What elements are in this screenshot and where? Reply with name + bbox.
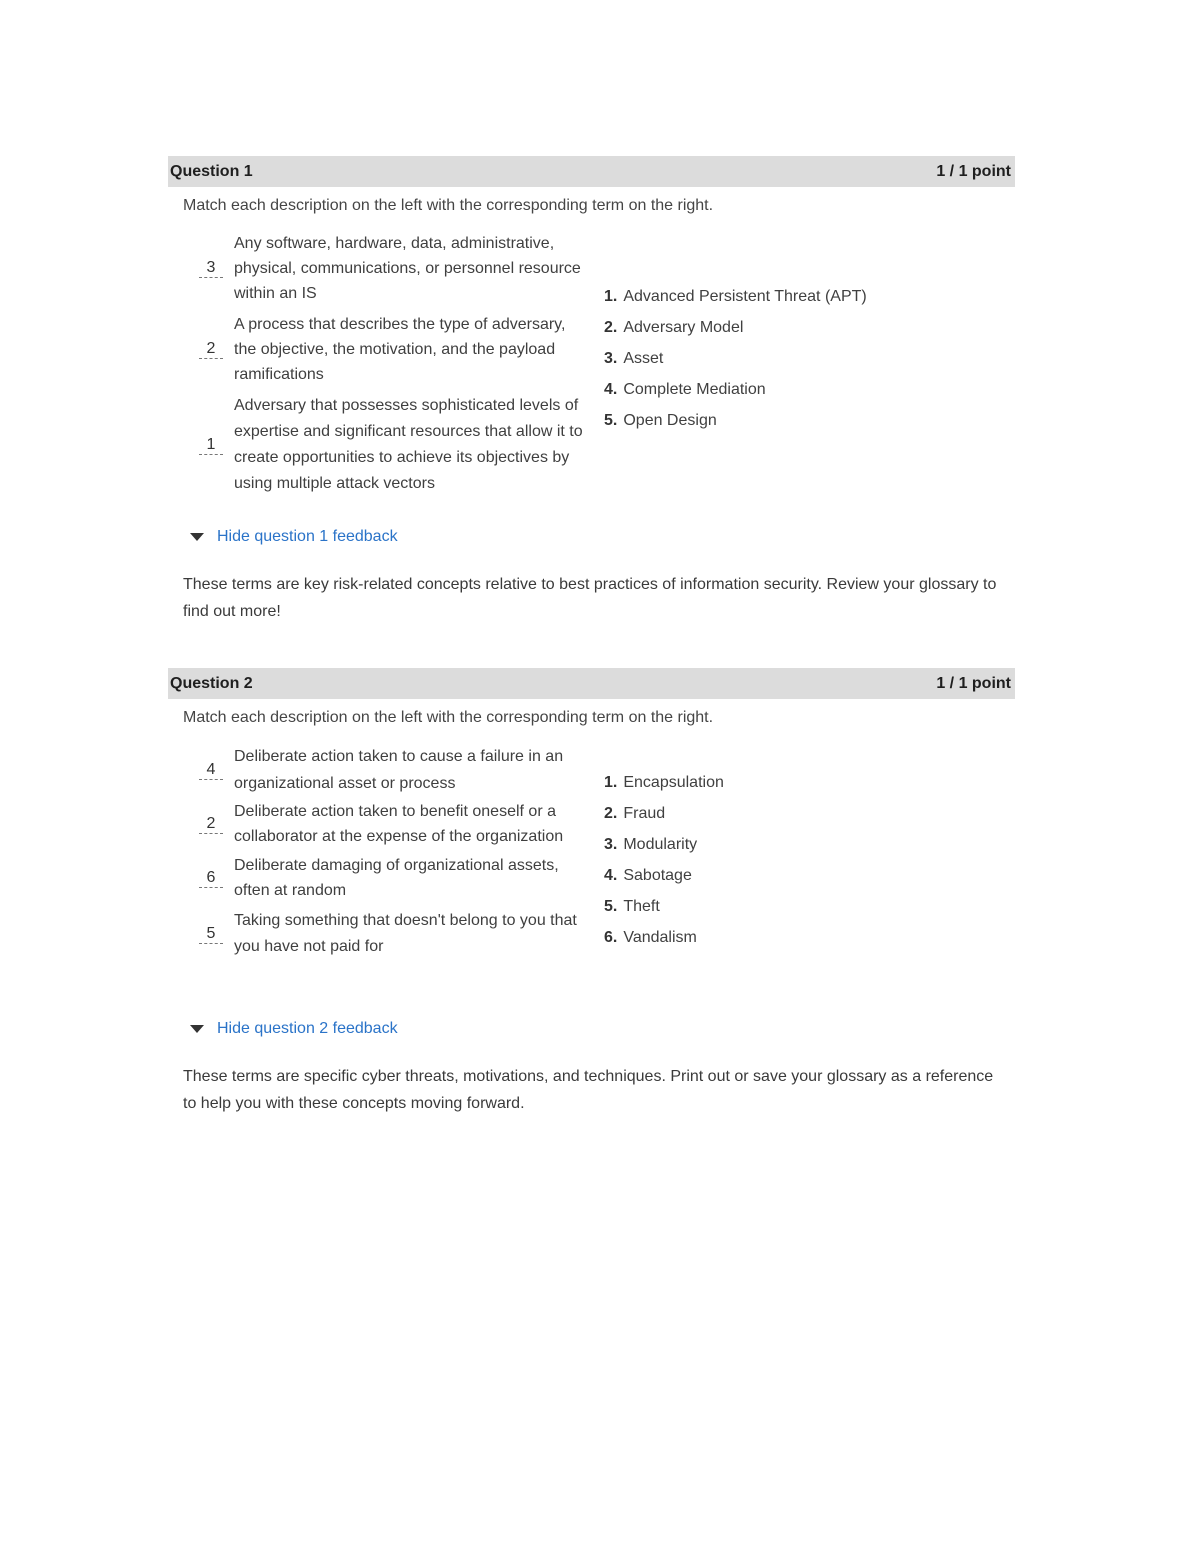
question-title: Question 1 bbox=[170, 162, 253, 180]
answer-blank[interactable]: 3 bbox=[188, 259, 234, 278]
term-item: 6. Vandalism bbox=[604, 929, 697, 946]
term-item: 4. Complete Mediation bbox=[604, 381, 766, 398]
match-description: Deliberate damaging of organizational assets, often at random bbox=[234, 857, 559, 899]
description-list bbox=[188, 743, 588, 960]
match-pair bbox=[188, 312, 588, 387]
match-description: Deliberate action taken to benefit oneself or a collaborator at the expense of the organization bbox=[234, 803, 564, 845]
term-list bbox=[604, 281, 867, 436]
caret-down-icon bbox=[190, 1025, 204, 1033]
match-description: Any software, hardware, data, administrative, physical, communications, or personnel resource within an IS bbox=[234, 235, 581, 302]
feedback-toggle-label: Hide question 1 feedback bbox=[217, 528, 398, 545]
feedback-toggle[interactable] bbox=[190, 528, 398, 546]
term-item: 3. Asset bbox=[604, 350, 664, 367]
feedback-toggle-label: Hide question 2 feedback bbox=[217, 1020, 398, 1037]
question-prompt: Match each description on the left with the corresponding term on the right. bbox=[183, 197, 714, 214]
question-prompt: Match each description on the left with the corresponding term on the right. bbox=[183, 709, 714, 726]
match-pair bbox=[188, 853, 592, 903]
question-1 bbox=[168, 156, 1015, 620]
term-item: 1. Encapsulation bbox=[604, 774, 724, 791]
term-item: 4. Sabotage bbox=[604, 867, 692, 884]
match-description: Adversary that possesses sophisticated levels of expertise and significant resources that allow it to create opportunities to achieve its objectives by using multiple attack vectors bbox=[234, 397, 583, 492]
feedback-toggle[interactable] bbox=[190, 1020, 398, 1038]
term-item: 5. Open Design bbox=[604, 412, 717, 429]
term-item: 2. Adversary Model bbox=[604, 319, 744, 336]
match-pair bbox=[188, 908, 588, 960]
answer-blank[interactable]: 6 bbox=[188, 869, 234, 888]
answer-blank[interactable]: 2 bbox=[188, 340, 234, 359]
match-pair bbox=[188, 743, 578, 797]
question-score: 1 / 1 point bbox=[936, 162, 1011, 180]
description-list bbox=[188, 231, 588, 497]
term-item: 2. Fraud bbox=[604, 805, 666, 822]
answer-blank[interactable]: 2 bbox=[188, 815, 234, 834]
match-description: Deliberate action taken to cause a failure in an organizational asset or process bbox=[234, 748, 564, 792]
answer-blank[interactable]: 1 bbox=[188, 436, 234, 455]
question-2 bbox=[168, 668, 1015, 1112]
feedback-text: These terms are specific cyber threats, motivations, and techniques. Print out or save your glossary as a reference to help you with these concepts moving forward. bbox=[183, 1068, 994, 1112]
term-list bbox=[604, 767, 724, 953]
question-score: 1 / 1 point bbox=[936, 674, 1011, 692]
question-header bbox=[168, 156, 1015, 187]
answer-blank[interactable]: 4 bbox=[188, 761, 234, 780]
caret-down-icon bbox=[190, 533, 204, 541]
match-description: A process that describes the type of adversary, the objective, the motivation, and the payload ramifications bbox=[234, 316, 566, 383]
term-item: 5. Theft bbox=[604, 898, 660, 915]
match-description: Taking something that doesn't belong to you that you have not paid for bbox=[234, 912, 577, 955]
question-header bbox=[168, 668, 1015, 699]
match-pair bbox=[188, 231, 592, 306]
term-item: 3. Modularity bbox=[604, 836, 698, 853]
match-pair bbox=[188, 393, 592, 497]
term-item: 1. Advanced Persistent Threat (APT) bbox=[604, 288, 867, 305]
match-pair bbox=[188, 799, 588, 849]
answer-blank[interactable]: 5 bbox=[188, 925, 234, 944]
feedback-text: These terms are key risk-related concepts relative to best practices of information security. Review your glossary to find out more! bbox=[183, 576, 997, 620]
question-title: Question 2 bbox=[170, 674, 253, 692]
